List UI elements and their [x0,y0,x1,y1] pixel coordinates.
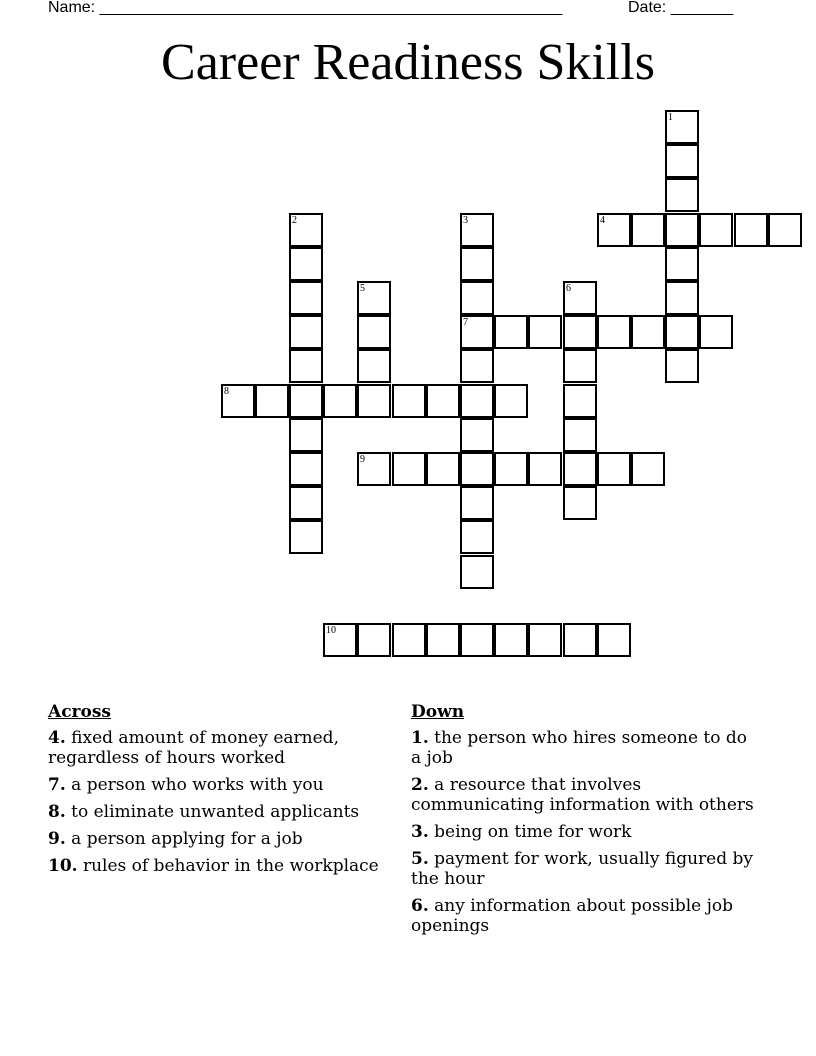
crossword-cell[interactable] [460,486,494,520]
crossword-cell[interactable] [597,623,631,657]
crossword-cell[interactable] [357,452,391,486]
crossword-cell[interactable] [528,623,562,657]
crossword-cell[interactable] [426,452,460,486]
clue-number: 6. [411,896,429,916]
crossword-cell[interactable] [426,384,460,418]
crossword-cell[interactable] [357,349,391,383]
crossword-cell[interactable] [597,213,631,247]
crossword-cell[interactable] [289,452,323,486]
crossword-cell[interactable] [665,315,699,349]
clue-number: 2. [411,775,429,795]
across-clue [48,802,393,822]
crossword-cell[interactable] [460,213,494,247]
crossword-cell[interactable] [392,623,426,657]
crossword-cell[interactable] [289,418,323,452]
crossword-cell[interactable] [563,349,597,383]
across-heading: Across [48,702,111,722]
crossword-cell[interactable] [460,418,494,452]
crossword-cell[interactable] [528,315,562,349]
crossword-cell[interactable] [494,623,528,657]
crossword-cell[interactable] [665,213,699,247]
clue-number: 8. [48,802,66,822]
crossword-cell[interactable] [392,384,426,418]
across-clues [48,702,393,883]
crossword-cell[interactable] [426,623,460,657]
crossword-cell[interactable] [563,486,597,520]
clue-number: 3. [411,822,429,842]
down-clue [411,775,756,815]
crossword-cell[interactable] [597,315,631,349]
crossword-cell[interactable] [665,110,699,144]
crossword-cell[interactable] [631,315,665,349]
down-heading: Down [411,702,465,722]
crossword-cell[interactable] [734,213,768,247]
crossword-cell[interactable] [528,452,562,486]
crossword-cell[interactable] [357,315,391,349]
crossword-cell[interactable] [460,349,494,383]
crossword-cell[interactable] [357,623,391,657]
crossword-cell[interactable] [563,418,597,452]
clue-text: a person who works with you [71,775,324,795]
clue-number: 9. [48,829,66,849]
clue-number-label: 4 [600,215,605,226]
crossword-cell[interactable] [460,384,494,418]
page-title: Career Readiness Skills [161,34,655,91]
crossword-cell[interactable] [289,281,323,315]
crossword-cell[interactable] [563,281,597,315]
crossword-cell[interactable] [563,623,597,657]
crossword-cell[interactable] [494,384,528,418]
crossword-cell[interactable] [631,213,665,247]
crossword-cell[interactable] [699,213,733,247]
crossword-cell[interactable] [289,247,323,281]
clue-number: 1. [411,728,429,748]
crossword-cell[interactable] [460,520,494,554]
crossword-cell[interactable] [494,315,528,349]
crossword-cell[interactable] [460,452,494,486]
clue-number-label: 10 [326,625,336,636]
clue-number-label: 1 [668,112,673,123]
clue-text: a person applying for a job [71,829,303,849]
clue-text: any information about possible job openings [411,896,734,936]
crossword-cell[interactable] [323,623,357,657]
clue-text: a resource that involves communicating information with others [411,775,754,815]
crossword-cell[interactable] [665,144,699,178]
crossword-cell[interactable] [255,384,289,418]
clue-text: payment for work, usually figured by the hour [411,849,753,889]
crossword-cell[interactable] [323,384,357,418]
clue-text: fixed amount of money earned, regardless of hours worked [48,728,339,768]
across-clue [48,856,393,876]
clue-number-label: 5 [360,283,365,294]
crossword-cell[interactable] [289,384,323,418]
crossword-cell[interactable] [289,349,323,383]
down-clue [411,896,756,936]
crossword-cell[interactable] [665,281,699,315]
crossword-cell[interactable] [460,281,494,315]
clue-number-label: 9 [360,454,365,465]
crossword-cell[interactable] [597,452,631,486]
crossword-cell[interactable] [460,623,494,657]
crossword-cell[interactable] [699,315,733,349]
clue-number: 7. [48,775,66,795]
crossword-cell[interactable] [460,247,494,281]
across-clue [48,775,393,795]
down-clue [411,849,756,889]
crossword-cell[interactable] [221,384,255,418]
clue-text: to eliminate unwanted applicants [71,802,360,822]
clue-number-label: 7 [463,317,468,328]
crossword-cell[interactable] [665,247,699,281]
clue-number: 5. [411,849,429,869]
clue-number-label: 6 [566,283,571,294]
crossword-cell[interactable] [494,452,528,486]
clue-text: rules of behavior in the workplace [82,856,379,876]
clue-number-label: 8 [224,386,229,397]
date-field-label: Date: _______ [628,0,733,16]
crossword-cell[interactable] [460,555,494,589]
crossword-cell[interactable] [289,315,323,349]
crossword-cell[interactable] [665,349,699,383]
across-clue [48,728,393,768]
crossword-cell[interactable] [357,281,391,315]
clue-text: being on time for work [434,822,632,842]
crossword-cell[interactable] [563,384,597,418]
clue-number-label: 3 [463,215,468,226]
down-clue [411,728,756,768]
crossword-cell[interactable] [289,486,323,520]
clue-number: 4. [48,728,66,748]
clue-text: the person who hires someone to do a job [411,728,747,768]
crossword-cell[interactable] [460,315,494,349]
down-clue [411,822,756,842]
crossword-cell[interactable] [563,315,597,349]
name-field-label: Name: ____________________________________________________ [48,0,563,16]
crossword-cell[interactable] [631,452,665,486]
crossword-cell[interactable] [665,178,699,212]
clue-number-label: 2 [292,215,297,226]
crossword-cell[interactable] [289,520,323,554]
crossword-cell[interactable] [768,213,802,247]
crossword-cell[interactable] [357,384,391,418]
across-clue [48,829,393,849]
clue-number: 10. [48,856,78,876]
crossword-cell[interactable] [289,213,323,247]
down-clues [411,702,756,943]
crossword-cell[interactable] [392,452,426,486]
crossword-cell[interactable] [563,452,597,486]
